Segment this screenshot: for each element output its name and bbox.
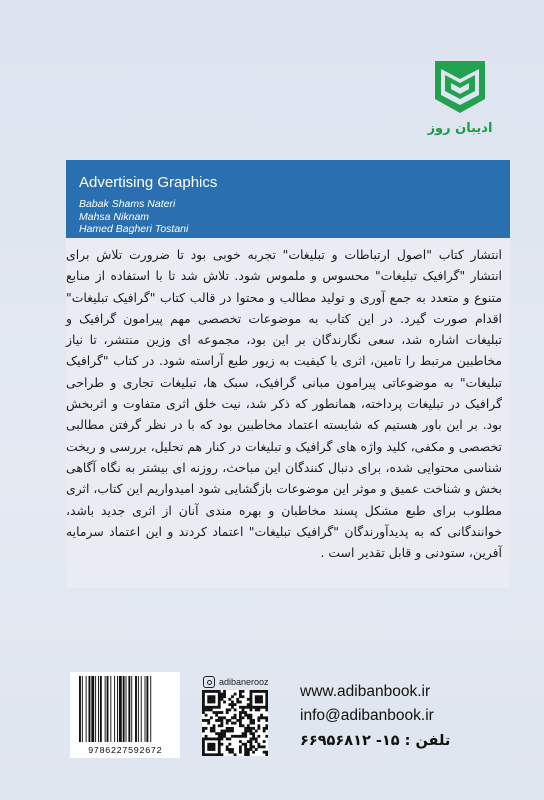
author-name: Babak Shams Nateri: [79, 198, 176, 210]
isbn-number: 9786227592672: [87, 746, 163, 756]
publisher-logo: [425, 55, 495, 145]
blurb-box: [66, 238, 510, 588]
blurb-text: انتشار کتاب "اصول ارتباطات و تبلیغات" تجربه خوبی بود تا ضرورت تلاش برای انتشار "گرافیک تبلیغات" محسوس و ملموس شود. تلاش شد تا با استفاده از منابع متنوع و متعدد به جمع آوری و تولید مطالب و محتوا در قالب کتاب "گرافیک تبلیغات" اقدام صورت گیرد. در این کتاب به موضوعات تخصصی مهم پیرامون گرافیک و تبلیغات اشاره شد، سعی نگارندگان بر این بود، مجموعه ای وزین منتشر، تا نیاز مخاطبین مرتبط را تامین، اثری با کیفیت به زیور طبع آراسته شود. در کتاب "گرافیک تبلیغات" به موضوعاتی پیرامون مبانی گرافیک، سبک ها، تبلیغات تجاری و طراحی گرافیک در تبلیغات پرداخته، همانطور که ذکر شد، نیت خلق اثری متفاوت و اثربخش بود. بر این باور هستیم که شایسته اعتماد مخاطبین بود که با در نظر گرفتن مطالبی تخصصی و مکفی، کلید واژه های گرافیک و تبلیغات در کنار هم تحلیل، بررسی و ریخت شناسی محتوایی شده، برای دنبال کنندگان این مباحث، روزنه ای بیشتر به نگاه آگاهی بخش و شناخت عمیق و موثر این موضوعات بازگشایی شود امیدواریم این کتاب، اثری مطلوب برای طبع مشکل پسند مخاطبان و بهره مندی آنان از اثری جدید باشد، خوانندگانی که به پدیدآورندگان "گرافیک تبلیغات" اعتماد کردند و این اعتماد سرمایه آفرین، ستودنی و قابل تقدیر است .: [66, 247, 502, 561]
website-link[interactable]: www.adibanbook.ir: [300, 683, 431, 700]
instagram-icon: [203, 676, 215, 688]
footer: [0, 660, 544, 770]
instagram-handle-text: adibanerooz: [219, 677, 269, 687]
instagram-handle[interactable]: [203, 676, 269, 688]
publisher-name: ادیبان روز: [427, 121, 493, 136]
book-logo-icon: [429, 55, 491, 117]
book-title: Advertising Graphics: [79, 174, 218, 191]
author-name: Hamed Bagheri Tostani: [79, 223, 189, 235]
title-band: [66, 160, 510, 238]
barcode-bars: [75, 676, 175, 744]
phone-number: تلفن : ۱۵- ۶۶۹۵۶۸۱۲: [300, 733, 451, 749]
author-name: Mahsa Niknam: [79, 210, 150, 223]
email-link[interactable]: info@adibanbook.ir: [300, 707, 434, 724]
isbn-barcode: [70, 672, 180, 758]
qr-code-icon: [202, 690, 268, 756]
qr-code[interactable]: [202, 690, 268, 756]
author-list: [79, 198, 188, 236]
